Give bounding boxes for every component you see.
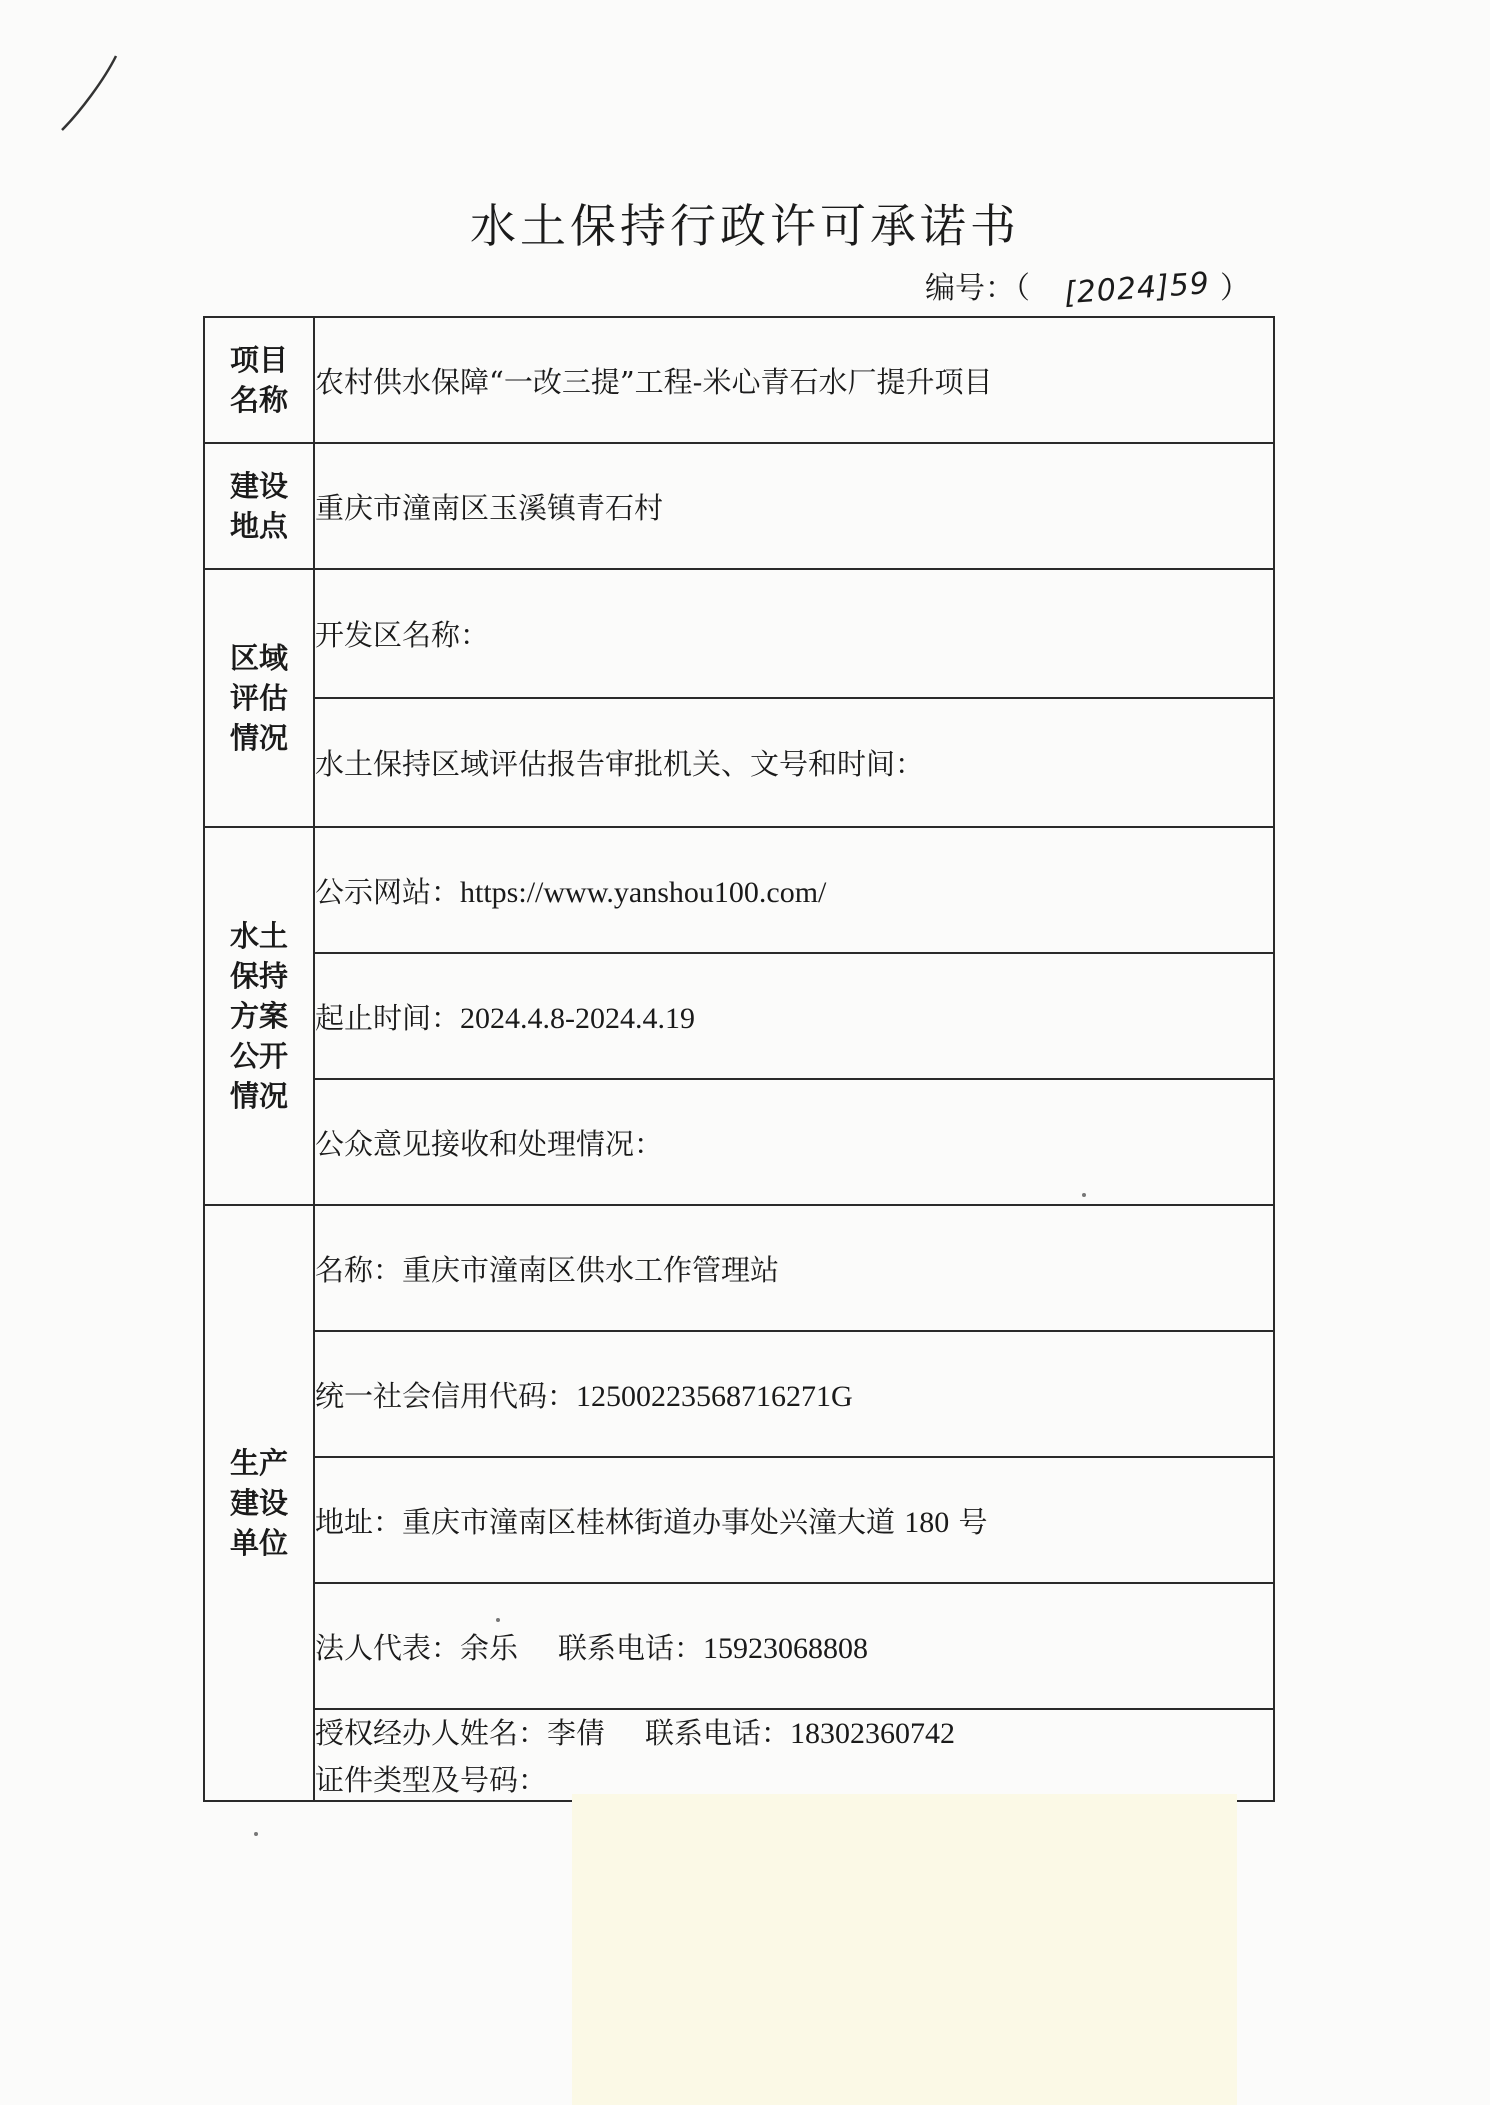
address-label: 地址： — [315, 1504, 403, 1539]
value-unit-name — [314, 1205, 1274, 1331]
row-assessment-approval — [204, 698, 1274, 827]
legal-rep-name: 余乐 — [460, 1630, 519, 1665]
row-dev-zone — [204, 569, 1274, 698]
agent-phone-label: 联系电话： — [645, 1716, 791, 1750]
row-period — [204, 953, 1274, 1079]
address-text: 重庆市潼南区桂林街道办事处兴潼大道 — [402, 1504, 896, 1539]
value-website — [314, 827, 1274, 953]
address-number: 180 — [904, 1505, 950, 1539]
agent-label: 授权经办人姓名： — [315, 1716, 548, 1750]
value-credit-code — [314, 1331, 1274, 1457]
value-legal-rep — [314, 1583, 1274, 1709]
period-label: 起止时间： — [315, 1000, 461, 1035]
legal-phone: 15923068808 — [703, 1631, 869, 1665]
id-type-label: 证件类型及号码： — [315, 1763, 548, 1797]
website-url: https://www.yanshou100.com/ — [460, 875, 827, 909]
scan-speck — [496, 1618, 500, 1622]
row-project-name — [204, 317, 1274, 443]
credit-code: 12500223568716271G — [576, 1379, 853, 1413]
label-location: 建设地点 — [204, 443, 314, 569]
row-location — [204, 443, 1274, 569]
redaction-box — [572, 1794, 1237, 2105]
label-public-disclosure: 水土保持方案公开情况 — [204, 827, 314, 1205]
row-credit-code — [204, 1331, 1274, 1457]
value-assessment-approval: 水土保持区域评估报告审批机关、文号和时间： — [314, 698, 1274, 827]
row-address — [204, 1457, 1274, 1583]
row-agent — [204, 1709, 1274, 1801]
row-feedback — [204, 1079, 1274, 1205]
label-region-assessment: 区域评估情况 — [204, 569, 314, 827]
unit-name-label: 名称： — [315, 1252, 403, 1287]
document-title: 水土保持行政许可承诺书 — [470, 199, 1020, 253]
value-period — [314, 953, 1274, 1079]
serial-handwritten: [2024]59 — [1062, 266, 1211, 312]
id-line — [315, 1758, 1273, 1799]
serial-label: 编号：（ — [925, 271, 1030, 306]
legal-phone-label: 联系电话： — [558, 1630, 704, 1665]
serial-number — [925, 263, 1250, 312]
period-dates: 2024.4.8-2024.4.19 — [460, 1001, 696, 1035]
label-project-name: 项目名称 — [204, 317, 314, 443]
value-address — [314, 1457, 1274, 1583]
row-legal-rep — [204, 1583, 1274, 1709]
legal-rep-label: 法人代表： — [315, 1630, 461, 1665]
value-location: 重庆市潼南区玉溪镇青石村 — [314, 443, 1274, 569]
label-construction-unit: 生产建设单位 — [204, 1205, 314, 1801]
row-unit-name — [204, 1205, 1274, 1331]
unit-name: 重庆市潼南区供水工作管理站 — [402, 1252, 780, 1287]
agent-name: 李倩 — [547, 1716, 606, 1750]
agent-line — [315, 1711, 1273, 1752]
website-label: 公示网站： — [315, 874, 461, 909]
pen-stroke-mark — [50, 50, 130, 140]
value-project-name: 农村供水保障“一改三提”工程-米心青石水厂提升项目 — [314, 317, 1274, 443]
scan-speck — [254, 1832, 258, 1836]
row-website — [204, 827, 1274, 953]
agent-phone: 18302360742 — [790, 1717, 956, 1750]
scan-speck — [1082, 1193, 1086, 1197]
value-dev-zone: 开发区名称： — [314, 569, 1274, 698]
commitment-form-table — [203, 316, 1275, 1802]
serial-close: ） — [1220, 271, 1250, 306]
address-suffix: 号 — [958, 1504, 988, 1539]
value-agent — [314, 1709, 1274, 1801]
value-feedback: 公众意见接收和处理情况： — [314, 1079, 1274, 1205]
credit-code-label: 统一社会信用代码： — [315, 1378, 577, 1413]
